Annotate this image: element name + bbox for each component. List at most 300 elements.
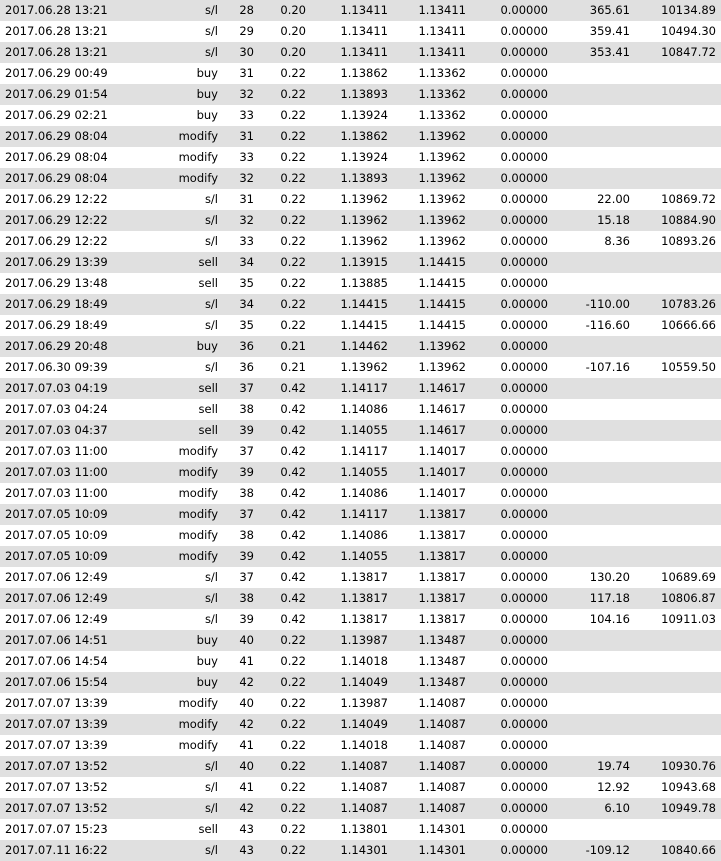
order-cell: 40: [239, 633, 254, 647]
profit-cell: [556, 420, 636, 441]
profit-cell: 359.41: [589, 24, 630, 38]
price-cell: 1.13893: [340, 171, 388, 185]
time-cell: 2017.07.06 14:51: [5, 633, 108, 647]
size-cell: 0.20: [280, 45, 306, 59]
order-cell: 31: [239, 192, 254, 206]
order-cell: 40: [239, 759, 254, 773]
profit-cell: -110.00: [585, 297, 630, 311]
sl-cell: 1.14017: [418, 444, 466, 458]
table-row[interactable]: [0, 189, 721, 210]
size-cell: 0.22: [280, 66, 306, 80]
table-row[interactable]: [0, 819, 721, 840]
order-cell: 34: [239, 297, 254, 311]
order-cell: 43: [239, 822, 254, 836]
type-cell: modify: [178, 444, 218, 458]
sl-cell: 1.14415: [418, 276, 466, 290]
table-row[interactable]: [0, 63, 721, 84]
size-cell: 0.42: [280, 570, 306, 584]
order-cell: 31: [239, 129, 254, 143]
tp-cell: 0.00000: [500, 192, 548, 206]
price-cell: 1.13411: [340, 45, 388, 59]
type-cell: buy: [196, 339, 218, 353]
time-cell: 2017.07.07 15:23: [5, 822, 108, 836]
profit-cell: 104.16: [589, 612, 630, 626]
order-cell: 38: [239, 402, 254, 416]
time-cell: 2017.07.05 10:09: [5, 528, 108, 542]
tp-cell: 0.00000: [500, 486, 548, 500]
order-cell: 39: [239, 612, 254, 626]
table-row[interactable]: [0, 105, 721, 126]
sl-cell: 1.13411: [418, 24, 466, 38]
table-row[interactable]: [0, 798, 721, 819]
tp-cell: 0.00000: [500, 87, 548, 101]
sl-cell: 1.13362: [418, 108, 466, 122]
table-row[interactable]: [0, 399, 721, 420]
table-row[interactable]: [0, 294, 721, 315]
order-cell: 31: [239, 66, 254, 80]
type-cell: s/l: [204, 318, 218, 332]
price-cell: 1.14018: [340, 654, 388, 668]
price-cell: 1.13411: [340, 24, 388, 38]
balance-cell: [636, 63, 721, 84]
balance-cell: 10911.03: [661, 612, 716, 626]
size-cell: 0.42: [280, 402, 306, 416]
time-cell: 2017.06.29 20:48: [5, 339, 108, 353]
size-cell: 0.22: [280, 822, 306, 836]
time-cell: 2017.07.06 14:54: [5, 654, 108, 668]
tp-cell: 0.00000: [500, 738, 548, 752]
profit-cell: [556, 147, 636, 168]
table-row[interactable]: [0, 483, 721, 504]
size-cell: 0.22: [280, 759, 306, 773]
price-cell: 1.13817: [340, 570, 388, 584]
table-row[interactable]: [0, 357, 721, 378]
time-cell: 2017.07.06 15:54: [5, 675, 108, 689]
order-cell: 42: [239, 675, 254, 689]
profit-cell: [556, 336, 636, 357]
table-row[interactable]: [0, 546, 721, 567]
price-cell: 1.13885: [340, 276, 388, 290]
table-row[interactable]: [0, 651, 721, 672]
balance-cell: [636, 378, 721, 399]
tp-cell: 0.00000: [500, 591, 548, 605]
type-cell: modify: [178, 696, 218, 710]
table-row[interactable]: [0, 735, 721, 756]
size-cell: 0.21: [280, 360, 306, 374]
order-cell: 33: [239, 108, 254, 122]
table-row[interactable]: [0, 273, 721, 294]
table-row[interactable]: [0, 252, 721, 273]
order-cell: 39: [239, 423, 254, 437]
sl-cell: 1.14087: [418, 738, 466, 752]
profit-cell: 117.18: [589, 591, 630, 605]
tp-cell: 0.00000: [500, 213, 548, 227]
sl-cell: 1.14087: [418, 780, 466, 794]
profit-cell: [556, 399, 636, 420]
price-cell: 1.13801: [340, 822, 388, 836]
profit-cell: 353.41: [589, 45, 630, 59]
balance-cell: [636, 84, 721, 105]
balance-cell: [636, 168, 721, 189]
balance-cell: 10666.66: [661, 318, 716, 332]
type-cell: s/l: [204, 45, 218, 59]
type-cell: modify: [178, 486, 218, 500]
tp-cell: 0.00000: [500, 24, 548, 38]
order-cell: 35: [239, 318, 254, 332]
tp-cell: 0.00000: [500, 150, 548, 164]
price-cell: 1.14055: [340, 465, 388, 479]
size-cell: 0.22: [280, 255, 306, 269]
price-cell: 1.13817: [340, 591, 388, 605]
profit-cell: [556, 630, 636, 651]
size-cell: 0.42: [280, 465, 306, 479]
balance-cell: [636, 147, 721, 168]
balance-cell: 10783.26: [661, 297, 716, 311]
sl-cell: 1.13411: [418, 45, 466, 59]
sl-cell: 1.13962: [418, 171, 466, 185]
time-cell: 2017.07.07 13:39: [5, 738, 108, 752]
profit-cell: [556, 651, 636, 672]
sl-cell: 1.14301: [418, 843, 466, 857]
sl-cell: 1.13817: [418, 507, 466, 521]
tp-cell: 0.00000: [500, 360, 548, 374]
time-cell: 2017.06.29 12:22: [5, 192, 108, 206]
time-cell: 2017.07.06 12:49: [5, 591, 108, 605]
type-cell: sell: [198, 402, 218, 416]
size-cell: 0.22: [280, 234, 306, 248]
table-row[interactable]: [0, 504, 721, 525]
tp-cell: 0.00000: [500, 612, 548, 626]
profit-cell: [556, 63, 636, 84]
sl-cell: 1.13817: [418, 570, 466, 584]
profit-cell: [556, 462, 636, 483]
price-cell: 1.13924: [340, 150, 388, 164]
order-cell: 37: [239, 444, 254, 458]
type-cell: s/l: [204, 297, 218, 311]
order-cell: 39: [239, 465, 254, 479]
tp-cell: 0.00000: [500, 108, 548, 122]
balance-cell: [636, 546, 721, 567]
tp-cell: 0.00000: [500, 66, 548, 80]
size-cell: 0.22: [280, 633, 306, 647]
type-cell: buy: [196, 633, 218, 647]
sl-cell: 1.14415: [418, 318, 466, 332]
price-cell: 1.14086: [340, 486, 388, 500]
table-row[interactable]: [0, 420, 721, 441]
profit-cell: [556, 378, 636, 399]
type-cell: modify: [178, 549, 218, 563]
profit-cell: -107.16: [585, 360, 630, 374]
tp-cell: 0.00000: [500, 339, 548, 353]
time-cell: 2017.06.29 12:22: [5, 213, 108, 227]
profit-cell: [556, 525, 636, 546]
time-cell: 2017.06.29 13:48: [5, 276, 108, 290]
table-row[interactable]: [0, 441, 721, 462]
price-cell: 1.14087: [340, 780, 388, 794]
size-cell: 0.42: [280, 549, 306, 563]
profit-cell: 365.61: [589, 3, 630, 17]
balance-cell: 10494.30: [661, 24, 716, 38]
price-cell: 1.14087: [340, 801, 388, 815]
balance-cell: 10806.87: [661, 591, 716, 605]
table-row[interactable]: [0, 147, 721, 168]
time-cell: 2017.06.29 08:04: [5, 171, 108, 185]
sl-cell: 1.14087: [418, 759, 466, 773]
type-cell: buy: [196, 87, 218, 101]
time-cell: 2017.07.05 10:09: [5, 549, 108, 563]
table-row[interactable]: [0, 315, 721, 336]
table-row[interactable]: [0, 210, 721, 231]
table-row[interactable]: [0, 84, 721, 105]
type-cell: sell: [198, 276, 218, 290]
table-row[interactable]: [0, 462, 721, 483]
time-cell: 2017.07.07 13:52: [5, 801, 108, 815]
profit-cell: [556, 546, 636, 567]
price-cell: 1.14018: [340, 738, 388, 752]
balance-cell: 10559.50: [661, 360, 716, 374]
price-cell: 1.13893: [340, 87, 388, 101]
time-cell: 2017.07.03 04:24: [5, 402, 108, 416]
table-row[interactable]: [0, 336, 721, 357]
tp-cell: 0.00000: [500, 654, 548, 668]
size-cell: 0.22: [280, 780, 306, 794]
order-cell: 36: [239, 360, 254, 374]
size-cell: 0.42: [280, 612, 306, 626]
tp-cell: 0.00000: [500, 465, 548, 479]
price-cell: 1.14462: [340, 339, 388, 353]
order-cell: 42: [239, 717, 254, 731]
sl-cell: 1.14087: [418, 801, 466, 815]
size-cell: 0.22: [280, 108, 306, 122]
sl-cell: 1.13817: [418, 549, 466, 563]
table-row[interactable]: [0, 126, 721, 147]
sl-cell: 1.13487: [418, 675, 466, 689]
price-cell: 1.13962: [340, 234, 388, 248]
table-row[interactable]: [0, 756, 721, 777]
type-cell: sell: [198, 255, 218, 269]
tp-cell: 0.00000: [500, 675, 548, 689]
type-cell: modify: [178, 507, 218, 521]
table-row[interactable]: [0, 168, 721, 189]
sl-cell: 1.13362: [418, 66, 466, 80]
profit-cell: 12.92: [597, 780, 630, 794]
order-cell: 43: [239, 843, 254, 857]
sl-cell: 1.14301: [418, 822, 466, 836]
sl-cell: 1.13487: [418, 654, 466, 668]
profit-cell: [556, 504, 636, 525]
sl-cell: 1.13962: [418, 192, 466, 206]
type-cell: modify: [178, 465, 218, 479]
order-cell: 39: [239, 549, 254, 563]
price-cell: 1.14049: [340, 717, 388, 731]
table-row[interactable]: [0, 588, 721, 609]
tp-cell: 0.00000: [500, 570, 548, 584]
time-cell: 2017.06.30 09:39: [5, 360, 108, 374]
table-row[interactable]: [0, 630, 721, 651]
balance-cell: [636, 336, 721, 357]
price-cell: 1.13915: [340, 255, 388, 269]
profit-cell: [556, 273, 636, 294]
price-cell: 1.14087: [340, 759, 388, 773]
type-cell: s/l: [204, 612, 218, 626]
order-cell: 37: [239, 570, 254, 584]
tp-cell: 0.00000: [500, 822, 548, 836]
time-cell: 2017.07.07 13:39: [5, 696, 108, 710]
time-cell: 2017.07.03 04:37: [5, 423, 108, 437]
balance-cell: 10840.66: [661, 843, 716, 857]
price-cell: 1.14415: [340, 318, 388, 332]
time-cell: 2017.07.07 13:39: [5, 717, 108, 731]
table-row[interactable]: [0, 21, 721, 42]
balance-cell: 10689.69: [661, 570, 716, 584]
size-cell: 0.22: [280, 192, 306, 206]
table-row[interactable]: [0, 0, 721, 21]
sl-cell: 1.13487: [418, 633, 466, 647]
sl-cell: 1.14415: [418, 297, 466, 311]
sl-cell: 1.13411: [418, 3, 466, 17]
time-cell: 2017.06.29 08:04: [5, 129, 108, 143]
time-cell: 2017.06.29 18:49: [5, 318, 108, 332]
order-cell: 34: [239, 255, 254, 269]
type-cell: modify: [178, 738, 218, 752]
table-row[interactable]: [0, 672, 721, 693]
order-cell: 33: [239, 234, 254, 248]
table-row[interactable]: [0, 567, 721, 588]
order-cell: 32: [239, 213, 254, 227]
order-cell: 42: [239, 801, 254, 815]
price-cell: 1.14049: [340, 675, 388, 689]
profit-cell: 130.20: [589, 570, 630, 584]
size-cell: 0.42: [280, 486, 306, 500]
type-cell: s/l: [204, 213, 218, 227]
balance-cell: 10893.26: [661, 234, 716, 248]
tp-cell: 0.00000: [500, 255, 548, 269]
order-cell: 41: [239, 738, 254, 752]
type-cell: s/l: [204, 192, 218, 206]
price-cell: 1.13817: [340, 612, 388, 626]
price-cell: 1.13962: [340, 192, 388, 206]
time-cell: 2017.07.03 11:00: [5, 444, 108, 458]
time-cell: 2017.06.28 13:21: [5, 24, 108, 38]
tp-cell: 0.00000: [500, 759, 548, 773]
order-cell: 38: [239, 528, 254, 542]
size-cell: 0.42: [280, 423, 306, 437]
order-cell: 37: [239, 381, 254, 395]
order-cell: 35: [239, 276, 254, 290]
table-row[interactable]: [0, 777, 721, 798]
sl-cell: 1.13362: [418, 87, 466, 101]
size-cell: 0.42: [280, 444, 306, 458]
price-cell: 1.13862: [340, 129, 388, 143]
time-cell: 2017.07.06 12:49: [5, 570, 108, 584]
sl-cell: 1.14017: [418, 465, 466, 479]
balance-cell: [636, 420, 721, 441]
type-cell: buy: [196, 66, 218, 80]
table-row[interactable]: [0, 714, 721, 735]
size-cell: 0.20: [280, 3, 306, 17]
tp-cell: 0.00000: [500, 633, 548, 647]
balance-cell: 10943.68: [661, 780, 716, 794]
balance-cell: 10847.72: [661, 45, 716, 59]
type-cell: s/l: [204, 24, 218, 38]
profit-cell: [556, 693, 636, 714]
price-cell: 1.14055: [340, 549, 388, 563]
type-cell: modify: [178, 150, 218, 164]
time-cell: 2017.06.28 13:21: [5, 3, 108, 17]
balance-cell: [636, 693, 721, 714]
size-cell: 0.22: [280, 276, 306, 290]
table-row[interactable]: [0, 42, 721, 63]
balance-cell: [636, 273, 721, 294]
order-cell: 33: [239, 150, 254, 164]
balance-cell: [636, 462, 721, 483]
tp-cell: 0.00000: [500, 549, 548, 563]
balance-cell: [636, 651, 721, 672]
tp-cell: 0.00000: [500, 45, 548, 59]
tp-cell: 0.00000: [500, 402, 548, 416]
profit-cell: 19.74: [597, 759, 630, 773]
profit-cell: [556, 483, 636, 504]
type-cell: s/l: [204, 3, 218, 17]
type-cell: modify: [178, 129, 218, 143]
time-cell: 2017.07.07 13:52: [5, 780, 108, 794]
sl-cell: 1.13817: [418, 612, 466, 626]
table-row[interactable]: [0, 231, 721, 252]
balance-cell: 10930.76: [661, 759, 716, 773]
profit-cell: [556, 735, 636, 756]
type-cell: modify: [178, 717, 218, 731]
profit-cell: [556, 714, 636, 735]
price-cell: 1.14117: [340, 444, 388, 458]
price-cell: 1.13924: [340, 108, 388, 122]
type-cell: modify: [178, 528, 218, 542]
table-row[interactable]: [0, 609, 721, 630]
size-cell: 0.20: [280, 24, 306, 38]
price-cell: 1.13962: [340, 360, 388, 374]
price-cell: 1.14415: [340, 297, 388, 311]
table-row[interactable]: [0, 693, 721, 714]
sl-cell: 1.14617: [418, 402, 466, 416]
size-cell: 0.22: [280, 297, 306, 311]
profit-cell: [556, 126, 636, 147]
time-cell: 2017.07.03 04:19: [5, 381, 108, 395]
size-cell: 0.22: [280, 171, 306, 185]
time-cell: 2017.07.07 13:52: [5, 759, 108, 773]
size-cell: 0.42: [280, 381, 306, 395]
table-row[interactable]: [0, 525, 721, 546]
sl-cell: 1.13962: [418, 234, 466, 248]
tp-cell: 0.00000: [500, 234, 548, 248]
type-cell: buy: [196, 654, 218, 668]
balance-cell: [636, 483, 721, 504]
sl-cell: 1.13962: [418, 150, 466, 164]
tp-cell: 0.00000: [500, 3, 548, 17]
sl-cell: 1.14087: [418, 717, 466, 731]
size-cell: 0.22: [280, 801, 306, 815]
type-cell: s/l: [204, 360, 218, 374]
order-cell: 28: [239, 3, 254, 17]
time-cell: 2017.06.29 00:49: [5, 66, 108, 80]
tp-cell: 0.00000: [500, 171, 548, 185]
type-cell: modify: [178, 171, 218, 185]
table-row[interactable]: [0, 378, 721, 399]
profit-cell: 6.10: [604, 801, 630, 815]
sl-cell: 1.13817: [418, 591, 466, 605]
size-cell: 0.22: [280, 717, 306, 731]
tp-cell: 0.00000: [500, 801, 548, 815]
profit-cell: [556, 252, 636, 273]
size-cell: 0.22: [280, 675, 306, 689]
